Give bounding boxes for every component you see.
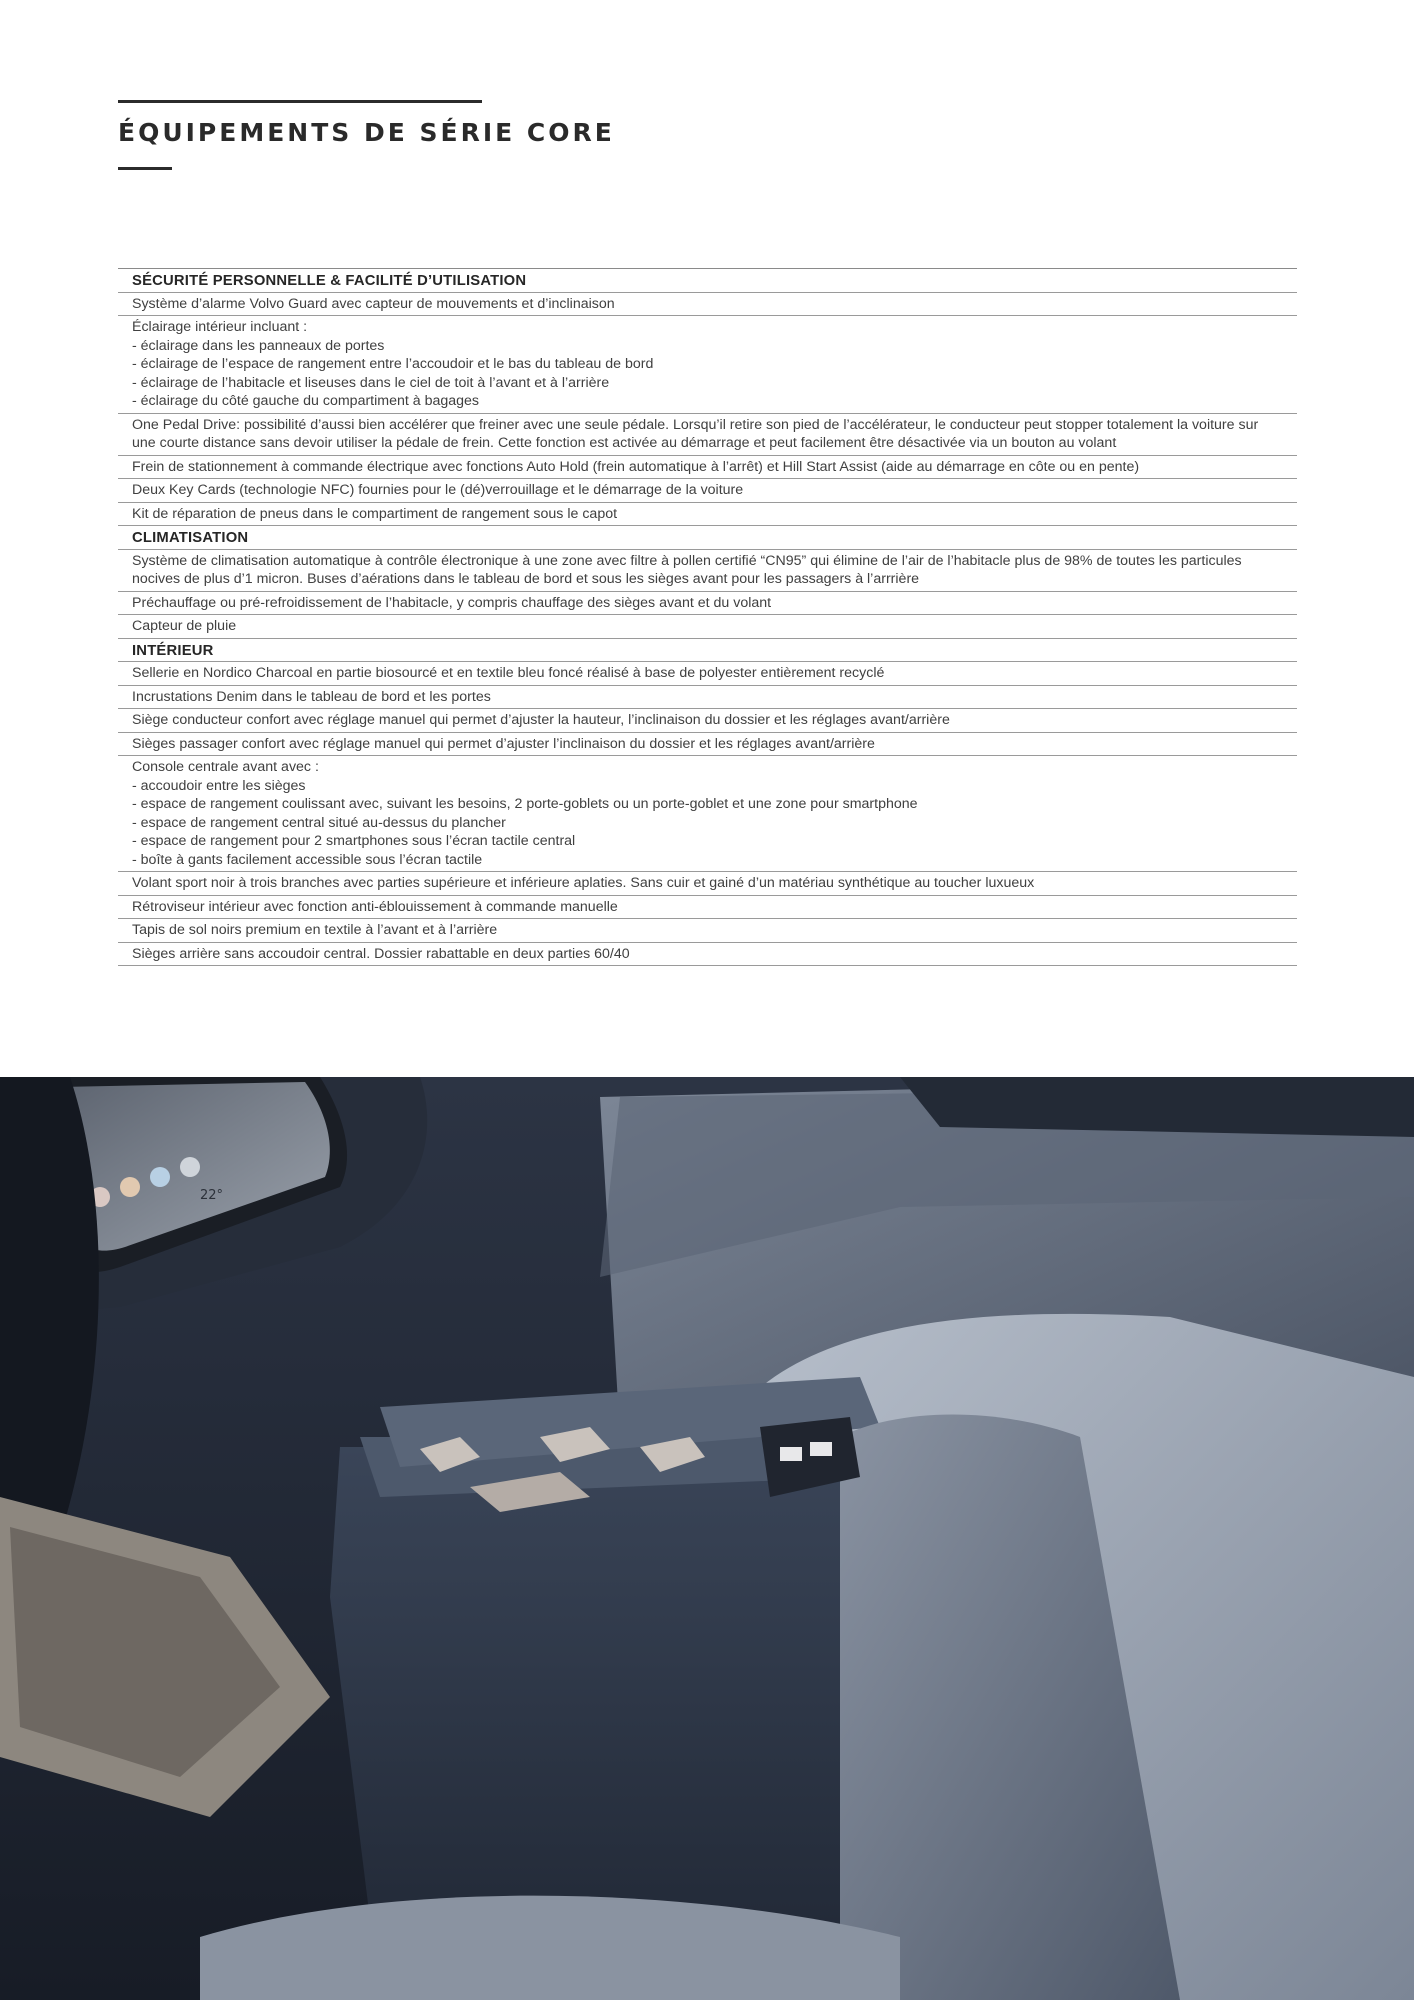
spec-row: Sièges passager confort avec réglage manuel qui permet d’ajuster l’inclinaison du dossier et les réglages avant/arrière [118,733,1297,757]
spec-row: Siège conducteur confort avec réglage manuel qui permet d’ajuster la hauteur, l’inclinaison du dossier et les réglages avant/arrière [118,709,1297,733]
spec-table [118,268,1297,966]
spec-row: Frein de stationnement à commande électrique avec fonctions Auto Hold (frein automatique à l’arrêt) et Hill Start Assist (aide au démarrage en côte ou en pente) [118,456,1297,480]
spec-row: Kit de réparation de pneus dans le compartiment de rangement sous le capot [118,503,1297,527]
spec-row: Sellerie en Nordico Charcoal en partie biosourcé et en textile bleu foncé réalisé à base de polyester entièrement recyclé [118,662,1297,686]
spec-row: One Pedal Drive: possibilité d’aussi bien accélérer que freiner avec une seule pédale. Lorsqu’il retire son pied de l’accélérateur, le conducteur peut stopper totalement la voiture sur une courte distance sans devoir utiliser la pédale de frein. Cette fonction est activée au démarrage et peut facilement être désactivée via un bouton au volant [118,414,1297,456]
spec-row: Système de climatisation automatique à contrôle électronique à une zone avec filtre à pollen certifié “CN95” qui élimine de l’air de l’habitacle plus de 98% de toutes les particules nocives de plus d’1 micron. Buses d’aérations dans le tableau de bord et sous les sièges avant pour les passagers à l’arrrière [118,550,1297,592]
spec-row: Sièges arrière sans accoudoir central. Dossier rabattable en deux parties 60/40 [118,943,1297,967]
title-underline [118,167,172,170]
section-heading-interieur: INTÉRIEUR [118,639,1297,663]
section-heading-climatisation: CLIMATISATION [118,526,1297,550]
spec-row: Console centrale avant avec : - accoudoir entre les sièges - espace de rangement coulissant avec, suivant les besoins, 2 porte-goblets ou un porte-goblet et une zone pour smartphone - espace de rangement central situé au-dessus du plancher - espace de rangement pour 2 smartphones sous l’écran tactile central - boîte à gants facilement accessible sous l’écran tactile [118,756,1297,872]
spec-row: Tapis de sol noirs premium en textile à l’avant et à l’arrière [118,919,1297,943]
spec-row: Volant sport noir à trois branches avec parties supérieure et inférieure aplaties. Sans cuir et gainé d’un matériau synthétique au toucher luxueux [118,872,1297,896]
spec-row: Rétroviseur intérieur avec fonction anti-éblouissement à commande manuelle [118,896,1297,920]
spec-row: Deux Key Cards (technologie NFC) fournies pour le (dé)verrouillage et le démarrage de la voiture [118,479,1297,503]
screen-temperature: 22° [200,1188,224,1203]
section-heading-securite: SÉCURITÉ PERSONNELLE & FACILITÉ D’UTILISATION [118,269,1297,293]
spec-row: Capteur de pluie [118,615,1297,639]
spec-row: Système d’alarme Volvo Guard avec capteur de mouvements et d’inclinaison [118,293,1297,317]
page-title: ÉQUIPEMENTS DE SÉRIE CORE [118,118,615,147]
spec-row: Préchauffage ou pré-refroidissement de l’habitacle, y compris chauffage des sièges avant et du volant [118,592,1297,616]
spec-row: Éclairage intérieur incluant : - éclairage dans les panneaux de portes - éclairage de l’espace de rangement entre l’accoudoir et le bas du tableau de bord - éclairage de l’habitacle et liseuses dans le ciel de toit à l’avant et à l’arrière - éclairage du côté gauche du compartiment à bagages [118,316,1297,414]
car-interior-photo [0,1077,1414,2000]
spec-row: Incrustations Denim dans le tableau de bord et les portes [118,686,1297,710]
top-rule [118,100,482,103]
